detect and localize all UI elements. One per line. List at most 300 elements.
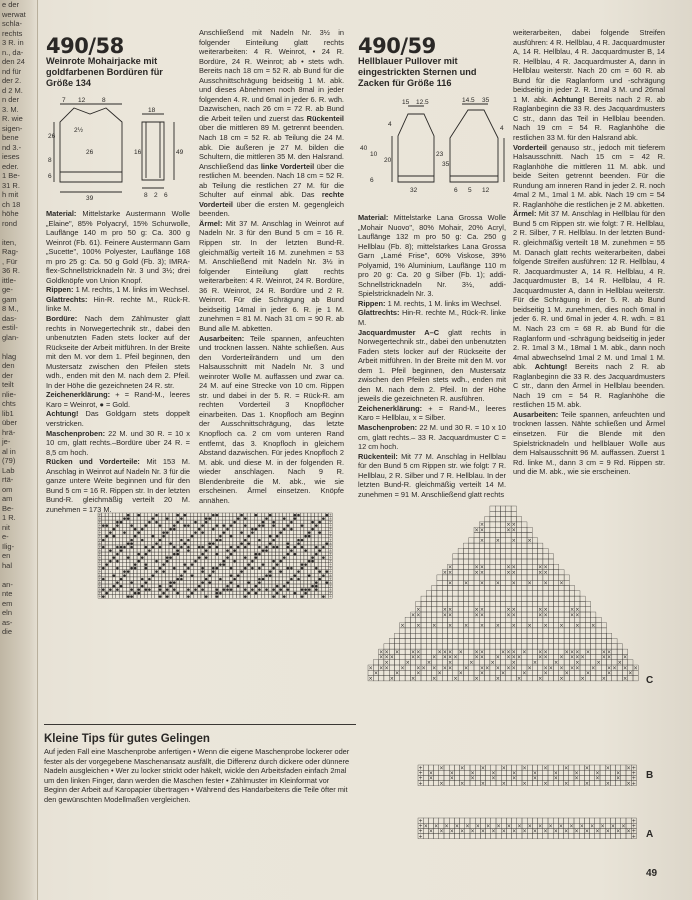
chart-cell — [423, 834, 428, 839]
chart-cell — [268, 527, 272, 531]
chart-cell — [293, 580, 297, 584]
chart-cell — [322, 531, 326, 535]
chart-cell-mark: + — [98, 559, 102, 564]
chart-cell-mark: ● — [325, 569, 329, 574]
chart-cell — [601, 665, 606, 670]
chart-cell — [258, 595, 262, 599]
chart-cell — [479, 633, 484, 638]
chart-cell-mark: + — [98, 530, 102, 535]
chart-cell — [130, 573, 134, 577]
chart-cell-mark: ● — [119, 583, 123, 588]
chart-cell-mark: × — [490, 660, 495, 667]
chart-cell — [490, 639, 495, 644]
chart-cell-mark: × — [543, 607, 548, 614]
chart-cell — [543, 559, 548, 564]
sketch-label: 4 — [500, 125, 504, 132]
chart-cell — [486, 818, 491, 823]
chart-cell-mark: ● — [116, 523, 119, 528]
chart-cell — [490, 591, 495, 596]
chart-cell — [426, 649, 431, 654]
chart-cell — [454, 781, 459, 786]
chart-cell-mark: ● — [261, 520, 265, 525]
chart-cell — [405, 676, 410, 681]
chart-cell — [426, 612, 431, 617]
chart-cell-mark: ● — [311, 559, 315, 564]
chart-cell-mark: × — [506, 569, 511, 576]
chart-cell — [564, 623, 569, 628]
chart-cell-mark: ● — [275, 591, 279, 596]
chart-cell — [180, 595, 184, 599]
schematic-pullover-59 — [358, 96, 508, 202]
chart-cell-mark: × — [516, 654, 522, 661]
chart-cell — [197, 573, 201, 577]
chart-cell-mark: ● — [140, 576, 144, 581]
chart-cell-mark: ● — [215, 587, 219, 592]
chart-cell-mark: × — [449, 775, 454, 782]
chart-cell — [300, 580, 304, 584]
chart-cell-mark: ● — [116, 551, 119, 556]
chart-cell-mark: ● — [116, 520, 119, 525]
paragraph: Ärmel: Mit 37 M. Anschlag in Hellblau für den Bund 5 cm Rippen str. wie folgt: 7 R. Hellblau, 2 R. Silber, 7 R. Hellblau. In der letzten Bund-R. gleichmäßig verteilt 18 M. zunehmen = 55 M. Danach glatt rechts weiterarbeiten, dabei folgende Streifen ausführen: 12 R. Hellblau, 4 R. Jacquardmuster A, 14 R. Hellblau, 4 R. Jacquardmuster B, 14 R. Hellblau, 4 R. Jacquardmuster A, dann in Hellblau weiterstr. Für die Schrägung in der 5. R. ab Bund beidseitig 1 M. zunehmen, dies noch 6mal in jeder 6. R. und 6mal in jeder 4. R. wdh. = 81 M. Nach 23 cm = 68 R. ab Bund für die Raglanform und -schrägung beidseitig in jeder 2. R. 1mal 3 M., 18mal 1 M. abk., dann noch 4mal abwechselnd 1mal 2 M. und 1mal 1 M. abk. Achtung! Bereits nach 2 R. ab Raglanbeginn die 33 R. des Jacquardmusters C str., dann den Ärmel in Hellblau beenden. Nach 19 cm = 54 R. Raglanhöhe die restlichen 15 M. abk. — [513, 209, 665, 410]
chart-cell — [490, 586, 495, 591]
chart-cell — [628, 660, 633, 665]
chart-cell — [543, 633, 548, 638]
chart-cell-mark: ● — [179, 516, 183, 521]
chart-cell — [400, 676, 405, 681]
chart-cell — [564, 586, 569, 591]
chart-cell — [564, 823, 569, 828]
sketch-label: 12 — [78, 97, 86, 104]
chart-cell — [564, 580, 569, 585]
chart-cell-mark: × — [564, 780, 569, 787]
chart-cell-mark: ● — [272, 537, 276, 542]
chart-cell-mark: + — [631, 818, 636, 825]
chart-cell-mark: × — [448, 622, 453, 629]
chart-cell-mark: ● — [272, 520, 276, 525]
chart-cell — [226, 513, 230, 517]
chart-cell-mark: × — [538, 823, 543, 830]
chart-cell — [197, 591, 201, 595]
chart-cell — [105, 566, 109, 570]
chart-cell-mark: ● — [254, 551, 258, 556]
chart-cell-mark: ● — [101, 544, 105, 549]
chart-cell — [458, 623, 463, 628]
chart-cell — [116, 538, 120, 542]
chart-cell — [590, 818, 595, 823]
chart-cell — [469, 612, 474, 617]
chart-cell — [527, 533, 532, 538]
chart-cell — [173, 570, 177, 574]
chart-cell — [506, 591, 511, 596]
chart-cell-mark: ● — [318, 569, 322, 574]
chart-cell — [405, 633, 410, 638]
chart-cell-mark: × — [584, 828, 590, 835]
chart-cell-mark: + — [98, 576, 102, 581]
chart-cell-mark: ● — [211, 541, 215, 546]
chart-cell-mark: ● — [258, 576, 261, 581]
chart-cell — [318, 559, 322, 563]
chart-cell — [173, 534, 177, 538]
chart-cell-mark: × — [512, 775, 517, 782]
chart-cell — [501, 639, 506, 644]
chart-cell-mark: × — [511, 569, 516, 576]
chart-cell — [511, 633, 516, 638]
chart-cell — [426, 654, 431, 659]
chart-cell-mark: ● — [105, 523, 109, 528]
paragraph: Material: Mittelstarke Austermann Wolle „Elaine", 85% Polyacryl, 15% Schurwolle, Lauflänge 140 m pro 50 g: Ca. 300 g Weinrot (Fb. 61). Feinere Austermann Garn „Sucette", 100% Polyester, Lauflänge 168 m pro 25 g: Ca. 50 g Gold (Fb. 3); IMRA-flex-Schnellstricknadeln Nr. 3 und 3½; drei Goldknöpfe von Union Knopf. — [46, 209, 190, 285]
chart-cell-mark: ● — [286, 541, 290, 546]
chart-cell — [532, 670, 537, 675]
chart-cell — [423, 765, 428, 770]
chart-cell-mark: ● — [201, 587, 205, 592]
chart-cell — [144, 534, 148, 538]
chart-cell — [144, 591, 148, 595]
chart-cell — [522, 575, 527, 580]
chart-cell — [244, 570, 248, 574]
chart-cell-mark: ● — [311, 555, 315, 560]
chart-cell — [151, 580, 155, 584]
chart-cell — [610, 834, 615, 839]
sketch-label: 6 — [370, 177, 374, 184]
chart-cell — [432, 607, 437, 612]
chart-cell-mark: × — [395, 649, 400, 656]
chart-cell-mark: ● — [229, 566, 233, 571]
chart-cell — [516, 538, 521, 543]
chart-cell — [283, 570, 287, 574]
chart-cell — [169, 559, 173, 563]
chart-cell-mark: + — [631, 833, 636, 840]
chart-cell — [506, 644, 511, 649]
chart-cell-mark: + — [418, 775, 423, 782]
chart-cell — [426, 601, 431, 606]
chart-cell — [109, 538, 113, 542]
chart-cell — [176, 584, 180, 588]
chart-cell — [564, 591, 569, 596]
chart-cell — [485, 580, 490, 585]
chart-cell — [548, 559, 553, 564]
chart-cell — [495, 533, 500, 538]
chart-cell — [123, 577, 127, 581]
chart-cell — [426, 591, 431, 596]
chart-cell — [137, 541, 141, 545]
chart-cell — [123, 580, 127, 584]
chart-cell — [395, 644, 400, 649]
jacquard-chart-c — [368, 506, 640, 682]
chart-cell — [532, 612, 537, 617]
chart-cell — [558, 818, 563, 823]
chart-cell — [522, 665, 527, 670]
chart-cell — [219, 580, 223, 584]
chart-cell — [559, 575, 564, 580]
chart-cell — [501, 570, 506, 575]
chart-cell-mark: ● — [112, 527, 116, 532]
chart-cell — [215, 580, 219, 584]
chart-cell — [490, 533, 495, 538]
chart-cell — [617, 676, 622, 681]
chart-cell — [261, 556, 265, 560]
chart-cell-mark: + — [329, 544, 332, 549]
chart-cell — [454, 818, 459, 823]
chart-cell — [219, 541, 223, 545]
chart-cell-mark: × — [596, 660, 601, 667]
chart-cell — [254, 595, 258, 599]
chart-cell-mark: × — [479, 538, 485, 545]
chart-cell — [233, 534, 237, 538]
chart-cell-mark: ● — [272, 566, 276, 571]
chart-cell-mark: × — [448, 564, 453, 571]
chart-cell — [205, 566, 209, 570]
chart-cell-mark: × — [512, 770, 517, 777]
chart-cell-mark: ● — [282, 527, 286, 532]
chart-cell — [558, 765, 563, 770]
chart-cell — [458, 607, 463, 612]
chart-cell — [522, 522, 527, 527]
chart-cell — [283, 534, 287, 538]
chart-cell — [276, 524, 280, 528]
chart-cell — [548, 644, 553, 649]
chart-cell — [495, 575, 500, 580]
chart-cell — [532, 607, 537, 612]
chart-cell — [516, 564, 521, 569]
chart-cell-mark: ● — [116, 566, 119, 571]
chart-cell — [465, 834, 470, 839]
chart-cell — [470, 818, 475, 823]
chart-cell — [432, 586, 437, 591]
chart-cell — [591, 644, 596, 649]
chart-cell-mark: × — [410, 649, 416, 656]
chart-cell — [522, 617, 527, 622]
chart-cell-mark: + — [329, 534, 332, 539]
chart-cell — [538, 591, 543, 596]
chart-cell — [222, 513, 226, 517]
chart-cell — [475, 818, 480, 823]
chart-cell-mark: ● — [179, 537, 183, 542]
chart-cell — [437, 575, 442, 580]
chart-cell — [548, 770, 553, 775]
chart-cell — [318, 563, 322, 567]
chart-cell-mark: ● — [133, 566, 137, 571]
chart-cell — [144, 531, 148, 535]
chart-cell — [400, 654, 405, 659]
chart-cell — [169, 595, 173, 599]
chart-cell — [421, 676, 426, 681]
paragraph: Achtung! Das Goldgarn stets doppelt verstricken. — [46, 409, 190, 429]
chart-cell — [569, 639, 574, 644]
chart-cell-mark: × — [486, 823, 491, 830]
chart-cell — [485, 570, 490, 575]
chart-cell-mark: × — [610, 823, 616, 830]
chart-cell-mark: ● — [137, 551, 141, 556]
chart-cell — [307, 538, 311, 542]
chart-cell — [584, 823, 589, 828]
chart-cell — [527, 596, 532, 601]
chart-cell — [595, 823, 600, 828]
chart-cell-mark: ● — [176, 551, 180, 556]
chart-cell — [532, 580, 537, 585]
chart-cell — [621, 770, 626, 775]
chart-cell-mark: × — [605, 780, 610, 787]
chart-cell — [176, 566, 180, 570]
chart-cell — [465, 781, 470, 786]
chart-cell — [490, 644, 495, 649]
chart-cell-mark: ● — [297, 541, 301, 546]
chart-cell — [617, 670, 622, 675]
chart-cell — [511, 676, 516, 681]
chart-cell — [601, 623, 606, 628]
chart-cell-mark: ● — [275, 534, 279, 539]
chart-cell-mark: × — [511, 527, 516, 534]
chart-cell — [516, 623, 521, 628]
chart-cell-mark: ● — [165, 516, 169, 521]
chart-cell — [268, 552, 272, 556]
chart-cell — [548, 654, 553, 659]
chart-cell-mark: × — [496, 823, 501, 830]
chart-cell-mark: ● — [101, 537, 105, 542]
chart-cell — [516, 628, 521, 633]
chart-cell — [183, 527, 187, 531]
chart-cell — [522, 527, 527, 532]
chart-cell — [522, 538, 527, 543]
chart-cell — [465, 818, 470, 823]
chart-cell — [621, 775, 626, 780]
chart-cell — [496, 775, 501, 780]
chart-cell — [548, 554, 553, 559]
chart-cell — [579, 818, 584, 823]
chart-cell — [190, 524, 194, 528]
chart-cell — [628, 665, 633, 670]
chart-cell — [144, 570, 148, 574]
chart-cell — [222, 538, 226, 542]
chart-cell — [527, 559, 532, 564]
chart-cell — [501, 554, 506, 559]
chart-cell-mark: × — [453, 675, 458, 682]
chart-cell — [548, 586, 553, 591]
chart-cell — [465, 765, 470, 770]
chart-cell — [437, 586, 442, 591]
chart-cell — [580, 617, 585, 622]
chart-cell — [460, 823, 465, 828]
chart-cell — [495, 601, 500, 606]
chart-cell — [102, 556, 106, 560]
divider — [44, 724, 356, 725]
chart-cell — [475, 775, 480, 780]
chart-cell — [276, 573, 280, 577]
chart-cell-mark: × — [590, 823, 595, 830]
paragraph: Anschließend mit Nadeln Nr. 3½ in folgender Einteilung glatt rechts weiterarbeiten: 4 R. Weinrot, • 24 R. Bordüre, 24 R. Weinrot; ab • stets wdh. Bereits nach 18 cm = 52 R. ab Bund für die Ausschnittschrägung beidseitig 1 M. abk. und dieses Abnehmen noch 8mal in jeder folgenden 4. R. und 6mal in jeder 6. R. wdh. Dazwischen, nach 26 cm = 72 R. ab Bund die Arbeit teilen und zuerst das Rückenteil über die mittleren 89 M. getrennt beenden. Nach 18 cm = 52 R. ab Teilung die 24 M. abk. Die äußeren je 27 M. bilden die Schultern, die mittleren 35 M. den Halsrand. Anschließend das linke Vorderteil über die restlichen M. beenden. Nach 18 cm = 52 R. ab Teilung die restlichen 27 M. für die Schulter auf einmal abk. Das rechte Vorderteil über die ersten M. gegengleich beenden. — [199, 28, 344, 219]
chart-cell-mark: ● — [307, 530, 311, 535]
chart-cell — [272, 577, 276, 581]
chart-cell-mark: × — [442, 649, 447, 656]
sketch-label: 26 — [86, 149, 94, 156]
paragraph: Vorderteil genauso str., jedoch mit tieferem Halsausschnitt. Nach 15 cm = 42 R. Raglanhöhe die mittleren 11 M. abk. und beide Seiten getrennt beenden. Für die Rundung am inneren Rand in jeder 2. R. noch 4mal 2 M., 1mal 1 M. abk. Nach 19 cm = 54 R. Raglanhöhe die restlichen je 2 M. abketten. — [513, 142, 665, 209]
chart-cell — [580, 623, 585, 628]
chart-cell — [272, 570, 276, 574]
chart-cell-mark: ● — [265, 573, 269, 578]
chart-cell-mark: × — [474, 654, 479, 661]
chart-cell — [490, 670, 495, 675]
chart-cell — [548, 818, 553, 823]
chart-cell — [105, 541, 109, 545]
chart-cell-mark: × — [579, 823, 584, 830]
chart-cell — [475, 765, 480, 770]
chart-cell-mark: + — [329, 527, 332, 532]
chart-cell — [151, 591, 155, 595]
chart-cell — [548, 639, 553, 644]
chart-cell — [151, 584, 155, 588]
chart-cell-mark: ● — [133, 527, 137, 532]
chart-cell — [516, 517, 521, 522]
chart-cell — [318, 534, 322, 538]
chart-cell-mark: × — [553, 775, 558, 782]
chart-cell-mark: × — [384, 654, 389, 661]
chart-cell — [226, 595, 230, 599]
chart-cell-mark: × — [601, 675, 606, 682]
chart-cell-mark: + — [98, 555, 102, 560]
chart-cell-mark: ● — [194, 559, 198, 564]
chart-cell — [194, 534, 198, 538]
chart-cell-mark: + — [631, 770, 636, 777]
chart-cell-mark: × — [495, 675, 500, 682]
chart-cell — [137, 520, 141, 524]
chart-cell-mark: ● — [176, 512, 180, 517]
chart-cell — [574, 765, 579, 770]
chart-cell — [405, 654, 410, 659]
chart-cell — [194, 549, 198, 553]
chart-cell-mark: ● — [229, 523, 233, 528]
chart-cell-mark: ● — [307, 573, 311, 578]
chart-cell — [501, 543, 506, 548]
chart-cell — [575, 644, 580, 649]
chart-cell — [454, 770, 459, 775]
chart-cell — [506, 633, 511, 638]
chart-cell-mark: ● — [215, 512, 219, 517]
paragraph: Glattrechts: Hin-R. rechte M., Rück-R. linke M. — [358, 308, 506, 328]
chart-cell-mark: ● — [155, 559, 159, 564]
chart-cell — [485, 591, 490, 596]
chart-cell — [208, 556, 212, 560]
chart-cell — [116, 527, 120, 531]
chart-cell — [432, 633, 437, 638]
chart-cell-mark: ● — [250, 559, 254, 564]
chart-cell — [311, 531, 315, 535]
chart-cell — [247, 595, 251, 599]
chart-cell-mark: × — [538, 649, 543, 656]
chart-cell — [158, 556, 162, 560]
chart-cell — [247, 570, 251, 574]
chart-cell — [633, 676, 638, 681]
chart-cell — [554, 591, 559, 596]
chart-cell-mark: × — [580, 654, 585, 661]
chart-cell-mark: + — [98, 523, 102, 528]
chart-cell — [469, 591, 474, 596]
chart-cell — [212, 577, 216, 581]
chart-cell-mark: × — [543, 564, 548, 571]
chart-cell — [148, 566, 152, 570]
chart-cell-mark: ● — [130, 587, 134, 592]
chart-cell-mark: + — [98, 534, 102, 539]
chart-cell-mark: + — [98, 541, 102, 546]
chart-cell — [522, 580, 527, 585]
chart-cell — [463, 575, 468, 580]
chart-cell — [559, 639, 564, 644]
chart-cell — [169, 517, 173, 521]
chart-cell — [300, 577, 304, 581]
chart-cell — [463, 639, 468, 644]
chart-cell — [463, 676, 468, 681]
chart-cell — [554, 601, 559, 606]
chart-cell — [554, 623, 559, 628]
chart-cell — [286, 570, 290, 574]
